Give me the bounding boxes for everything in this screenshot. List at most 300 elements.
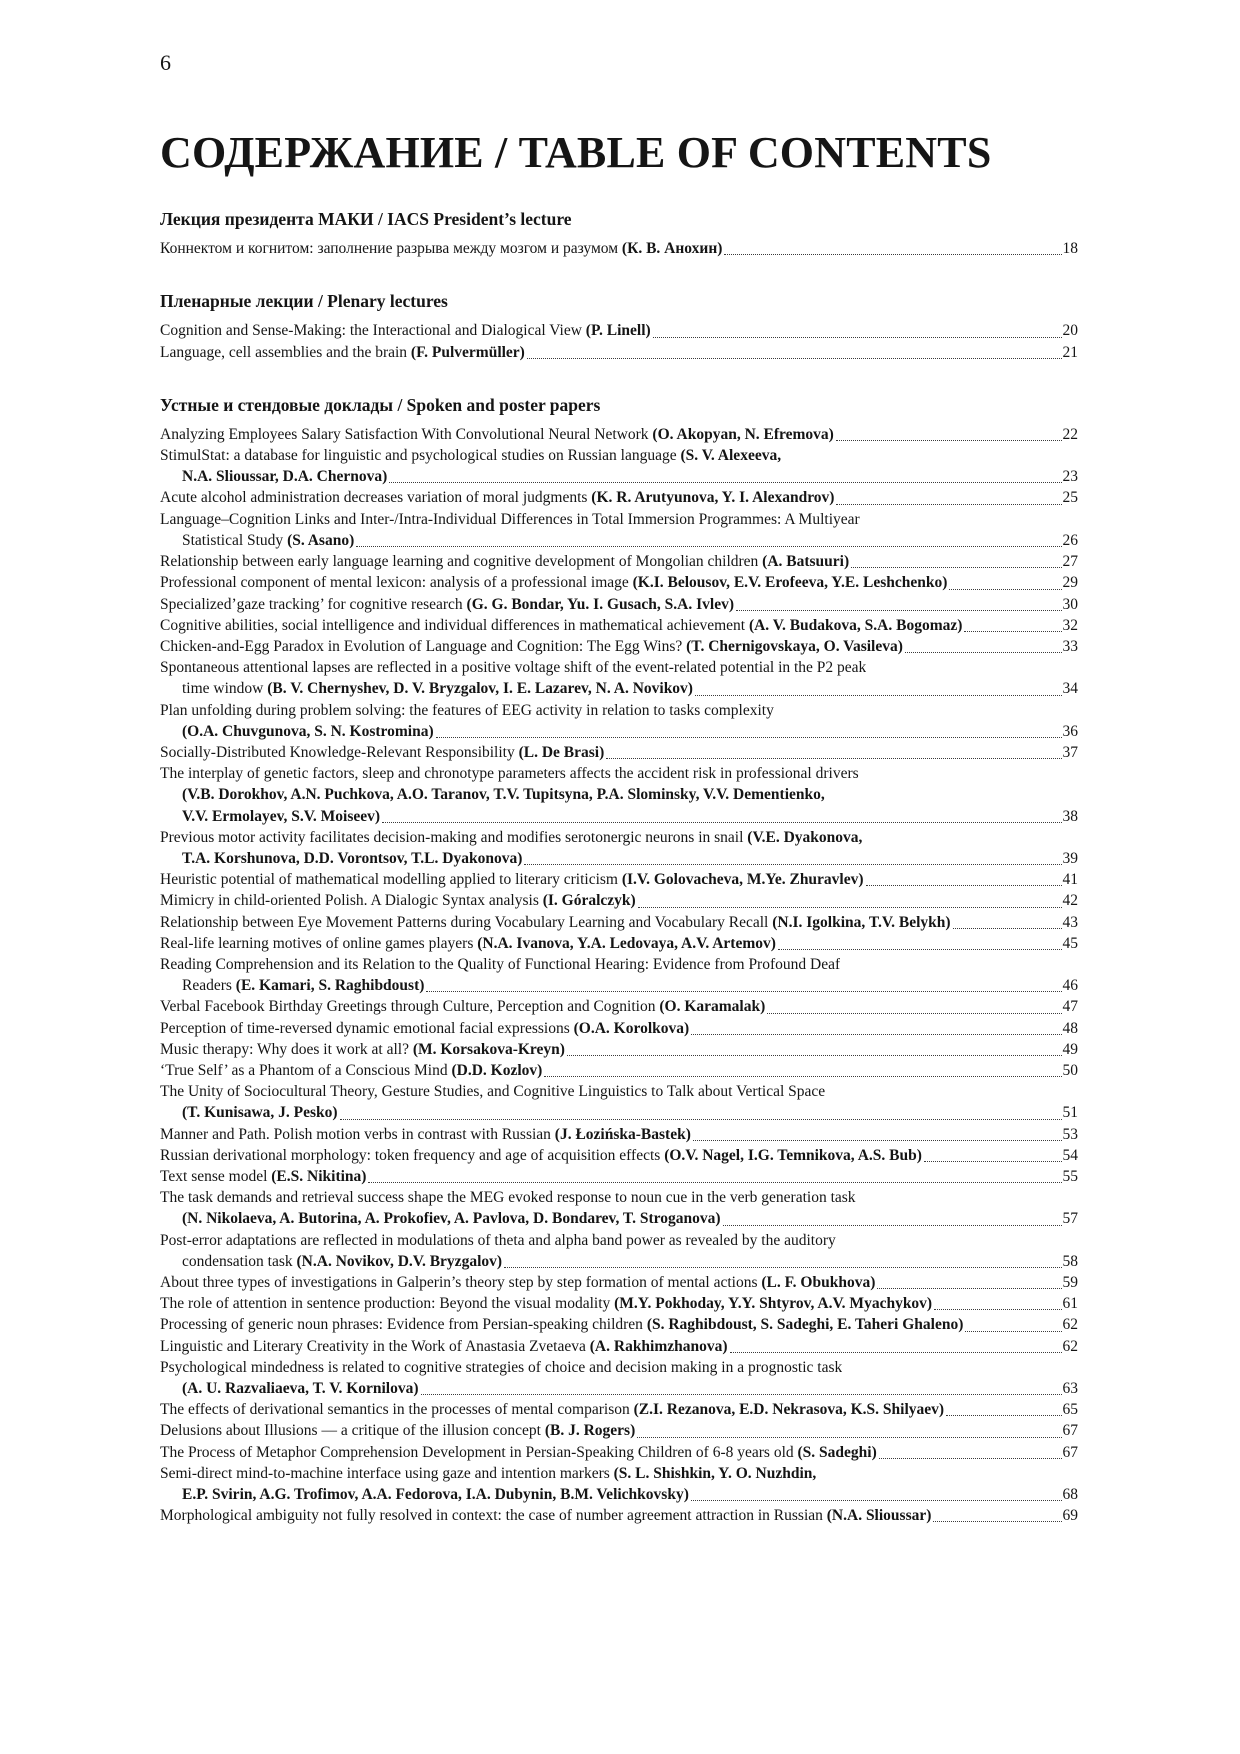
entry-authors: (A. Batsuuri) xyxy=(762,553,850,571)
entry-title xyxy=(160,869,864,890)
entry-authors: (A. U. Razvaliaeva, T. V. Kornilova) xyxy=(182,1380,419,1398)
toc-entry-line xyxy=(160,1272,1078,1293)
entry-title xyxy=(160,954,840,975)
dot-leader xyxy=(866,885,1062,886)
toc-entry-line xyxy=(160,1018,1078,1039)
entry-authors: (N.A. Slioussar) xyxy=(826,1507,932,1525)
toc-entry xyxy=(160,657,1078,699)
toc-sections xyxy=(160,207,1078,1526)
page-ref: 67 xyxy=(1062,1422,1078,1440)
entry-title xyxy=(182,1484,689,1505)
entry-text: StimulStat: a database for linguistic and psychological studies on Russian language xyxy=(160,447,681,465)
toc-entry-line xyxy=(160,1378,1078,1399)
toc-entry-line xyxy=(160,1166,1078,1187)
entry-title xyxy=(160,615,962,636)
entry-title xyxy=(160,1166,366,1187)
toc-entry-line xyxy=(160,1357,1078,1378)
entry-authors: (O. Karamalak) xyxy=(659,998,766,1016)
section-heading: Пленарные лекции / Plenary lectures xyxy=(160,291,448,312)
entry-text: Language–Cognition Links and Inter-/Intra-Individual Differences in Total Immersion Programmes: A Multiyear xyxy=(160,510,860,528)
dot-leader xyxy=(905,652,1062,653)
entry-authors: (N.A. Novikov, D.V. Bryzgalov) xyxy=(296,1252,503,1270)
entry-text: Plan unfolding during problem solving: the features of EEG activity in relation to tasks complexity xyxy=(160,701,774,719)
toc-entry xyxy=(160,869,1078,890)
entry-text: Relationship between early language learning and cognitive development of Mongolian children xyxy=(160,553,763,571)
toc-entry-line xyxy=(160,721,1078,742)
entry-authors: (F. Pulvermüller) xyxy=(410,343,525,361)
dot-leader xyxy=(426,991,1061,992)
entry-title xyxy=(160,1018,689,1039)
entry-authors: (I.V. Golovacheva, M.Ye. Zhuravlev) xyxy=(621,871,864,889)
page-ref: 57 xyxy=(1062,1210,1078,1228)
toc-entry xyxy=(160,1272,1078,1293)
dot-leader xyxy=(695,695,1062,696)
toc-entry xyxy=(160,933,1078,954)
entry-list xyxy=(160,238,1078,259)
page-ref: 50 xyxy=(1062,1061,1078,1079)
entry-text: Spontaneous attentional lapses are reflected in a positive voltage shift of the event-related potential in the P2 peak xyxy=(160,659,867,677)
toc-entry xyxy=(160,1166,1078,1187)
toc-entry-line xyxy=(160,1230,1078,1251)
page-ref: 62 xyxy=(1062,1337,1078,1355)
entry-authors: (N.I. Igolkina, T.V. Belykh) xyxy=(772,913,951,931)
toc-entry xyxy=(160,551,1078,572)
entry-title xyxy=(160,1505,931,1526)
entry-text: condensation task xyxy=(182,1252,297,1270)
toc-entry-line xyxy=(160,572,1078,593)
entry-authors: (K. R. Arutyunova, Y. I. Alexandrov) xyxy=(591,489,835,507)
toc-entry-line xyxy=(160,1484,1078,1505)
toc-entry-line xyxy=(160,551,1078,572)
dot-leader xyxy=(877,1288,1061,1289)
entry-authors: (Z.I. Rezanova, E.D. Nekrasova, K.S. Shilyaev) xyxy=(633,1401,945,1419)
entry-text: Morphological ambiguity not fully resolved in context: the case of number agreement attraction in Russian xyxy=(160,1507,827,1525)
toc-entry-line xyxy=(160,424,1078,445)
page-ref: 32 xyxy=(1062,616,1078,634)
toc-entry xyxy=(160,827,1078,869)
entry-text: The task demands and retrieval success shape the MEG evoked response to noun cue in the verb generation task xyxy=(160,1189,856,1207)
dot-leader xyxy=(933,1521,1061,1522)
toc-entry xyxy=(160,342,1078,363)
entry-text: Professional component of mental lexicon: analysis of a professional image xyxy=(160,574,633,592)
entry-authors: (E.S. Nikitina) xyxy=(271,1167,367,1185)
toc-entry xyxy=(160,1145,1078,1166)
entry-text: Cognitive abilities, social intelligence and individual differences in mathematical achievement xyxy=(160,616,749,634)
toc-entry-line xyxy=(160,975,1078,996)
entry-title xyxy=(160,342,525,363)
entry-authors: (D.D. Kozlov) xyxy=(451,1061,543,1079)
toc-entry xyxy=(160,1060,1078,1081)
toc-entry xyxy=(160,912,1078,933)
entry-title xyxy=(160,1124,691,1145)
entry-text: Semi-direct mind-to-machine interface using gaze and intention markers xyxy=(160,1464,614,1482)
entry-title xyxy=(160,1420,635,1441)
dot-leader xyxy=(638,907,1062,908)
dot-leader xyxy=(421,1394,1062,1395)
entry-title xyxy=(160,487,834,508)
entry-authors: (J. Łozińska-Bastek) xyxy=(554,1125,691,1143)
dot-leader xyxy=(637,1437,1061,1438)
dot-leader xyxy=(653,337,1062,338)
toc-entry xyxy=(160,487,1078,508)
toc-entry-line xyxy=(160,1314,1078,1335)
page-ref: 36 xyxy=(1062,722,1078,740)
entry-text: The Process of Metaphor Comprehension Development in Persian-Speaking Children of 6-8 years old xyxy=(160,1443,798,1461)
entry-authors: (N. Nikolaeva, A. Butorina, A. Prokofiev, A. Pavlova, D. Bondarev, T. Stroganova) xyxy=(182,1210,721,1228)
toc-entry-line xyxy=(160,678,1078,699)
entry-authors: (B. J. Rogers) xyxy=(544,1422,636,1440)
toc-entry xyxy=(160,1187,1078,1229)
entry-text: Text sense model xyxy=(160,1167,272,1185)
toc-entry-line xyxy=(160,320,1078,341)
dot-leader xyxy=(836,504,1061,505)
entry-text: Real-life learning motives of online games players xyxy=(160,934,478,952)
toc-entry-line xyxy=(160,890,1078,911)
toc-entry xyxy=(160,445,1078,487)
entry-authors: (O.V. Nagel, I.G. Temnikova, A.S. Bub) xyxy=(664,1146,922,1164)
entry-title xyxy=(182,806,380,827)
page-ref: 59 xyxy=(1062,1274,1078,1291)
dot-leader xyxy=(964,631,1061,632)
entry-list xyxy=(160,424,1078,1527)
dot-leader xyxy=(382,822,1061,823)
entry-authors: (V.E. Dyakonova, xyxy=(747,828,863,846)
entry-title xyxy=(160,700,774,721)
dot-leader xyxy=(544,1076,1061,1077)
entry-title xyxy=(182,848,522,869)
toc-entry-line xyxy=(160,848,1078,869)
page-ref: 63 xyxy=(1062,1380,1078,1398)
toc-entry xyxy=(160,1399,1078,1420)
entry-authors: (E. Kamari, S. Raghibdoust) xyxy=(235,977,425,995)
entry-text: Linguistic and Literary Creativity in the Work of Anastasia Zvetaeva xyxy=(160,1337,590,1355)
entry-title xyxy=(160,320,651,341)
page-ref: 69 xyxy=(1062,1507,1078,1525)
dot-leader xyxy=(879,1458,1062,1459)
entry-authors: (S. Raghibdoust, S. Sadeghi, E. Taheri Ghaleno) xyxy=(646,1316,964,1334)
toc-entry xyxy=(160,1357,1078,1399)
entry-text: The interplay of genetic factors, sleep and chronotype parameters affects the accident risk in professional drivers xyxy=(160,765,859,783)
page-ref: 58 xyxy=(1062,1252,1078,1270)
entry-text: About three types of investigations in Galperin’s theory step by step formation of mental actions xyxy=(160,1274,762,1291)
toc-entry-line xyxy=(160,784,1078,805)
page-ref: 54 xyxy=(1062,1146,1078,1164)
dot-leader xyxy=(736,610,1062,611)
toc-entry xyxy=(160,1230,1078,1272)
toc-entry xyxy=(160,1293,1078,1314)
page-ref: 51 xyxy=(1062,1104,1078,1122)
dot-leader xyxy=(767,1013,1061,1014)
page-ref: 30 xyxy=(1062,595,1078,613)
entry-authors: E.P. Svirin, A.G. Trofimov, A.A. Fedorova, I.A. Dubynin, B.M. Velichkovsky) xyxy=(182,1486,689,1504)
entry-text: The Unity of Sociocultural Theory, Gesture Studies, and Cognitive Linguistics to Talk about Vertical Space xyxy=(160,1083,826,1101)
entry-authors: (S. Asano) xyxy=(287,531,355,549)
entry-text: Analyzing Employees Salary Satisfaction With Convolutional Neural Network xyxy=(160,425,653,443)
entry-title xyxy=(160,890,636,911)
dot-leader xyxy=(693,1140,1062,1141)
toc-entry-line xyxy=(160,636,1078,657)
toc-entry xyxy=(160,1314,1078,1335)
entry-title xyxy=(160,763,859,784)
section-heading: Лекция президента МАКИ / IACS President’s lecture xyxy=(160,209,572,230)
toc-entry-line xyxy=(160,238,1078,259)
toc-entry-line xyxy=(160,1463,1078,1484)
toc-entry-line xyxy=(160,1420,1078,1441)
toc-entry-line xyxy=(160,445,1078,466)
entry-title xyxy=(160,742,604,763)
entry-authors: V.V. Ermolayev, S.V. Moiseev) xyxy=(182,807,381,825)
page-ref: 37 xyxy=(1062,743,1078,761)
entry-authors: (O. Akopyan, N. Efremova) xyxy=(652,425,834,443)
dot-leader xyxy=(730,1352,1062,1353)
entry-list xyxy=(160,320,1078,362)
entry-text: Psychological mindedness is related to cognitive strategies of choice and decision making in a prognostic task xyxy=(160,1358,843,1376)
toc-entry-line xyxy=(160,1102,1078,1123)
entry-text: Post-error adaptations are reflected in modulations of theta and alpha band power as revealed by the auditory xyxy=(160,1231,836,1249)
entry-text: Russian derivational morphology: token frequency and age of acquisition effects xyxy=(160,1146,665,1164)
entry-authors: (V.B. Dorokhov, A.N. Puchkova, A.O. Taranov, T.V. Tupitsyna, P.A. Slominsky, V.V. Dementienko, xyxy=(182,786,825,804)
dot-leader xyxy=(953,928,1062,929)
toc-entry-line xyxy=(160,954,1078,975)
entry-title xyxy=(160,1230,836,1251)
entry-authors: (M. Korsakova-Kreyn) xyxy=(412,1040,565,1058)
page-ref: 62 xyxy=(1062,1316,1078,1334)
entry-title xyxy=(160,636,903,657)
page-title: СОДЕРЖАНИЕ / TABLE OF CONTENTS xyxy=(160,128,992,177)
toc-entry xyxy=(160,636,1078,657)
toc-entry xyxy=(160,509,1078,551)
toc-entry-line xyxy=(160,1145,1078,1166)
entry-text: Relationship between Eye Movement Patterns during Vocabulary Learning and Vocabulary Recall xyxy=(160,913,773,931)
dot-leader xyxy=(340,1119,1062,1120)
toc-entry-line xyxy=(160,1442,1078,1463)
entry-text: Statistical Study xyxy=(182,531,288,549)
entry-title xyxy=(160,1145,922,1166)
toc-entry xyxy=(160,1081,1078,1123)
toc-entry xyxy=(160,700,1078,742)
page-ref: 25 xyxy=(1062,489,1078,507)
toc-entry xyxy=(160,1336,1078,1357)
entry-authors: (A. Rakhimzhanova) xyxy=(589,1337,728,1355)
toc-entry-line xyxy=(160,1293,1078,1314)
page-number: 6 xyxy=(160,50,171,75)
dot-leader xyxy=(504,1267,1061,1268)
entry-title xyxy=(160,1442,877,1463)
toc-entry-line xyxy=(160,1336,1078,1357)
page-ref: 29 xyxy=(1062,574,1078,592)
entry-title xyxy=(182,1251,502,1272)
entry-text: Heuristic potential of mathematical modelling applied to literary criticism xyxy=(160,871,622,889)
entry-text: Music therapy: Why does it work at all? xyxy=(160,1040,413,1058)
page-ref: 41 xyxy=(1062,871,1078,889)
toc-entry xyxy=(160,996,1078,1017)
toc-entry-line xyxy=(160,1505,1078,1526)
toc-entry-line xyxy=(160,1081,1078,1102)
dot-leader xyxy=(527,358,1062,359)
entry-title xyxy=(160,1039,565,1060)
entry-authors: (P. Linell) xyxy=(585,322,651,340)
toc-entry-line xyxy=(160,742,1078,763)
toc-entry-line xyxy=(160,827,1078,848)
toc-entry xyxy=(160,954,1078,996)
entry-text: Reading Comprehension and its Relation to the Quality of Functional Hearing: Evidence from Profound Deaf xyxy=(160,955,841,973)
entry-title xyxy=(160,933,776,954)
entry-authors: (S. L. Shishkin, Y. O. Nuzhdin, xyxy=(613,1464,817,1482)
entry-title xyxy=(160,1314,963,1335)
entry-title xyxy=(160,1357,842,1378)
page-ref: 65 xyxy=(1062,1401,1078,1419)
entry-authors: (T. Chernigovskaya, O. Vasileva) xyxy=(686,637,903,655)
entry-title xyxy=(160,509,860,530)
entry-authors: (M.Y. Pokhoday, Y.Y. Shtyrov, A.V. Myachykov) xyxy=(614,1295,933,1313)
dot-leader xyxy=(851,567,1061,568)
entry-title xyxy=(160,1336,728,1357)
page-ref: 27 xyxy=(1062,553,1078,571)
page-ref: 68 xyxy=(1062,1486,1078,1504)
page-ref: 21 xyxy=(1062,343,1078,361)
toc-entry-line xyxy=(160,1039,1078,1060)
toc-entry xyxy=(160,238,1078,259)
dot-leader xyxy=(934,1309,1061,1310)
page-ref: 45 xyxy=(1062,934,1078,952)
entry-text: The role of attention in sentence production: Beyond the visual modality xyxy=(160,1295,615,1313)
entry-authors: (G. G. Bondar, Yu. I. Gusach, S.A. Ivlev) xyxy=(466,595,734,613)
entry-title xyxy=(160,1060,542,1081)
entry-text: Readers xyxy=(182,977,236,995)
entry-title xyxy=(160,572,947,593)
entry-text: time window xyxy=(182,680,268,698)
toc-entry xyxy=(160,890,1078,911)
page-ref: 20 xyxy=(1062,322,1078,340)
page-ref: 53 xyxy=(1062,1125,1078,1143)
toc-entry xyxy=(160,615,1078,636)
entry-text: Specialized’gaze tracking’ for cognitive research xyxy=(160,595,467,613)
entry-title xyxy=(160,657,866,678)
page-ref: 38 xyxy=(1062,807,1078,825)
entry-title xyxy=(160,1272,875,1293)
entry-authors: (N.A. Ivanova, Y.A. Ledovaya, A.V. Artemov) xyxy=(477,934,776,952)
toc-entry-line xyxy=(160,1187,1078,1208)
entry-title xyxy=(182,1102,338,1123)
entry-authors: N.A. Slioussar, D.A. Chernova) xyxy=(182,468,388,486)
entry-text: Perception of time-reversed dynamic emotional facial expressions xyxy=(160,1019,574,1037)
toc-entry-line xyxy=(160,1060,1078,1081)
entry-text: Verbal Facebook Birthday Greetings through Culture, Perception and Cognition xyxy=(160,998,660,1016)
entry-text: Cognition and Sense-Making: the Interactional and Dialogical View xyxy=(160,322,586,340)
page-ref: 26 xyxy=(1062,531,1078,549)
entry-authors: (I. Góralczyk) xyxy=(542,892,636,910)
page-ref: 46 xyxy=(1062,977,1078,995)
entry-title xyxy=(182,530,354,551)
toc-entry xyxy=(160,763,1078,827)
dot-leader xyxy=(691,1500,1062,1501)
page-ref: 22 xyxy=(1062,425,1078,443)
page-ref: 47 xyxy=(1062,998,1078,1016)
entry-authors: (O.A. Korolkova) xyxy=(573,1019,690,1037)
toc-entry xyxy=(160,1420,1078,1441)
toc-entry-line xyxy=(160,700,1078,721)
dot-leader xyxy=(924,1161,1062,1162)
entry-text: Acute alcohol administration decreases variation of moral judgments xyxy=(160,489,592,507)
entry-title xyxy=(160,551,849,572)
dot-leader xyxy=(436,737,1062,738)
entry-text: Коннектом и когнитом: заполнение разрыва между мозгом и разумом xyxy=(160,240,622,258)
dot-leader xyxy=(949,589,1061,590)
entry-text: Mimicry in child-oriented Polish. A Dialogic Syntax analysis xyxy=(160,892,543,910)
entry-text: Socially-Distributed Knowledge-Relevant Responsibility xyxy=(160,743,519,761)
page-ref: 61 xyxy=(1062,1295,1078,1313)
toc-entry-line xyxy=(160,487,1078,508)
dot-leader xyxy=(946,1415,1061,1416)
entry-title xyxy=(160,594,734,615)
toc-entry-line xyxy=(160,342,1078,363)
entry-title xyxy=(160,445,781,466)
entry-title xyxy=(160,912,951,933)
toc-entry xyxy=(160,320,1078,341)
entry-authors: (K.I. Belousov, E.V. Erofeeva, Y.E. Leshchenko) xyxy=(632,574,948,592)
toc-entry xyxy=(160,1039,1078,1060)
entry-authors: (L. F. Obukhova) xyxy=(761,1274,876,1291)
toc-entry xyxy=(160,1018,1078,1039)
toc-entry xyxy=(160,1463,1078,1505)
toc-entry xyxy=(160,572,1078,593)
entry-title xyxy=(182,1208,721,1229)
entry-text: Processing of generic noun phrases: Evidence from Persian-speaking children xyxy=(160,1316,647,1334)
entry-authors: (B. V. Chernyshev, D. V. Bryzgalov, I. E. Lazarev, N. A. Novikov) xyxy=(267,680,693,698)
toc-entry-line xyxy=(160,933,1078,954)
entry-authors: (L. De Brasi) xyxy=(518,743,605,761)
entry-authors: (T. Kunisawa, J. Pesko) xyxy=(182,1104,338,1122)
toc-entry-line xyxy=(160,1251,1078,1272)
entry-text: Manner and Path. Polish motion verbs in contrast with Russian xyxy=(160,1125,555,1143)
toc-entry-line xyxy=(160,1399,1078,1420)
entry-text: Previous motor activity facilitates decision-making and modifies serotonergic neurons in snail xyxy=(160,828,748,846)
page-ref: 43 xyxy=(1062,913,1078,931)
dot-leader xyxy=(606,758,1061,759)
page-ref: 34 xyxy=(1062,680,1078,698)
dot-leader xyxy=(724,254,1061,255)
entry-title xyxy=(160,238,722,259)
page-ref: 23 xyxy=(1062,468,1078,486)
entry-title xyxy=(160,424,834,445)
entry-title xyxy=(160,1081,825,1102)
entry-title xyxy=(160,1187,856,1208)
entry-title xyxy=(182,678,693,699)
entry-text: ‘True Self’ as a Phantom of a Conscious Mind xyxy=(160,1061,452,1079)
toc-entry-line xyxy=(160,996,1078,1017)
toc-entry-line xyxy=(160,530,1078,551)
toc-entry xyxy=(160,1505,1078,1526)
entry-authors: (S. V. Alexeeva, xyxy=(680,447,782,465)
entry-text: The effects of derivational semantics in the processes of mental comparison xyxy=(160,1401,634,1419)
section-heading: Устные и стендовые доклады / Spoken and poster papers xyxy=(160,394,601,415)
entry-text: Language, cell assemblies and the brain xyxy=(160,343,411,361)
toc-entry-line xyxy=(160,912,1078,933)
page-ref: 33 xyxy=(1062,637,1078,655)
toc-entry xyxy=(160,594,1078,615)
entry-authors: T.A. Korshunova, D.D. Vorontsov, T.L. Dyakonova) xyxy=(182,849,523,867)
toc-entry-line xyxy=(160,806,1078,827)
dot-leader xyxy=(356,546,1061,547)
page-ref: 42 xyxy=(1062,892,1078,910)
toc-entry-line xyxy=(160,869,1078,890)
page-ref: 55 xyxy=(1062,1167,1078,1185)
dot-leader xyxy=(836,440,1062,441)
entry-title xyxy=(182,975,424,996)
page-ref: 48 xyxy=(1062,1019,1078,1037)
dot-leader xyxy=(778,949,1062,950)
entry-authors: (O.A. Chuvgunova, S. N. Kostromina) xyxy=(182,722,434,740)
